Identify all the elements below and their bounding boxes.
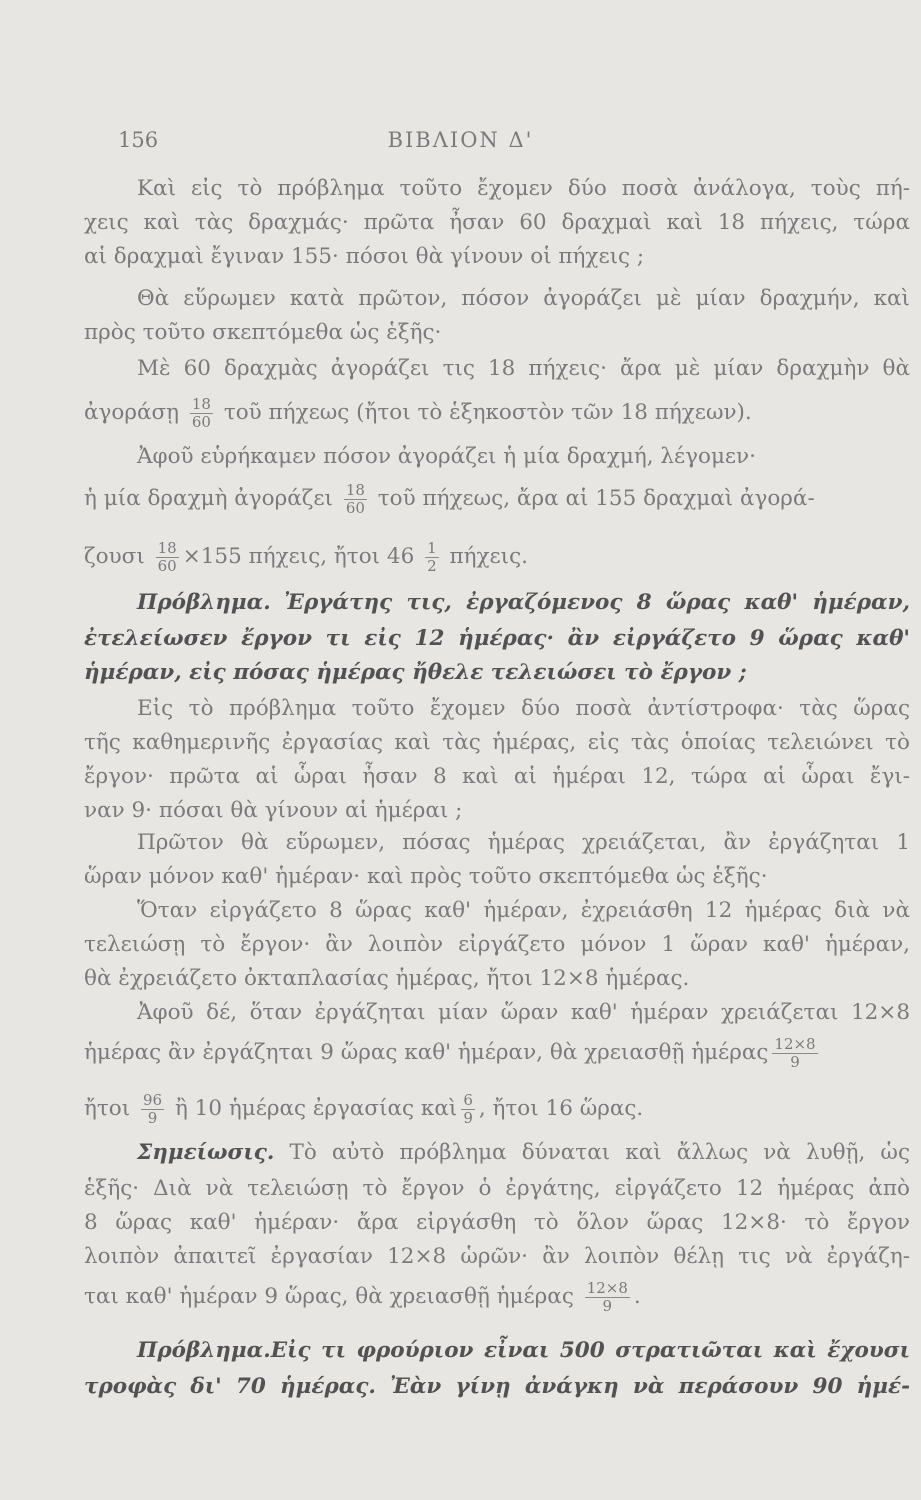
text-run: ×155 πήχεις, ἤτοι 46 — [182, 544, 415, 569]
page-number: 156 — [118, 128, 159, 152]
text-run: πήχεις. — [449, 544, 528, 569]
text-line: ναν 9· πόσαι θὰ γίνουν αἱ ἡμέραι ; — [84, 798, 463, 823]
fraction-numerator: 18 — [157, 538, 177, 557]
text-run: ἡμέρας ἂν ἐργάζηται 9 ὥρας καθ' ἡμέραν, θὰ χρειασθῇ ἡμέρας — [84, 1040, 769, 1065]
fraction-denominator: 9 — [463, 1108, 473, 1127]
problem-text-line: ἡμέραν, εἰς πόσας ἡμέρας ἤθελε τελειώσει τὸ ἔργον ; — [84, 660, 747, 685]
fraction — [585, 1280, 630, 1315]
fraction-denominator: 9 — [147, 1108, 158, 1127]
fraction — [772, 1036, 817, 1071]
fraction — [344, 482, 367, 517]
fraction — [156, 540, 179, 575]
note-heading-line — [84, 1136, 910, 1170]
fraction-denominator: 2 — [427, 556, 437, 575]
text-run: Τὸ αὐτὸ πρόβλημα δύναται καὶ ἄλλως νὰ λυθῇ, ὡς — [289, 1140, 910, 1165]
fraction-denominator: 60 — [191, 412, 211, 431]
text-run: ται καθ' ἡμέραν 9 ὥρας, θὰ χρειασθῇ ἡμέρας — [84, 1284, 574, 1309]
text-line: 8 ὥρας καθ' ἡμέραν· ἄρα εἰργάσθη τὸ ὅλον ὥρας 12×8· τὸ ἔργον — [84, 1210, 910, 1235]
text-line — [84, 1088, 910, 1130]
problem-label: Πρόβλημα. — [137, 590, 271, 615]
text-line: Θὰ εὕρωμεν κατὰ πρῶτον, πόσον ἀγοράζει μὲ μίαν δραχμήν, καὶ — [137, 286, 910, 311]
fraction-numerator: 18 — [345, 480, 365, 499]
page-header — [0, 128, 921, 158]
text-line: πρὸς τοῦτο σκεπτόμεθα ὡς ἑξῆς· — [84, 320, 442, 345]
fraction-denominator: 9 — [602, 1296, 613, 1315]
problem-label: Πρόβλημα. — [137, 1338, 271, 1363]
text-line: Ἀφοῦ εὑρήκαμεν πόσον ἀγοράζει ἡ μία δραχμή, λέγομεν· — [137, 444, 756, 469]
fraction-numerator: 18 — [191, 394, 211, 413]
text-line — [84, 1032, 910, 1074]
text-line: Καὶ εἰς τὸ πρόβλημα τοῦτο ἔχομεν δύο ποσὰ ἀνάλογα, τοὺς πή- — [137, 176, 910, 201]
text-line: αἱ δραχμαὶ ἔγιναν 155· πόσοι θὰ γίνουν οἱ πήχεις ; — [84, 244, 645, 269]
problem-text: Ἐργάτης τις, ἐργαζόμενος 8 ὥρας καθ' ἡμέραν, — [284, 590, 910, 615]
text-line: ἑξῆς· Διὰ νὰ τελειώσῃ τὸ ἔργον ὁ ἐργάτης, εἰργάζετο 12 ἡμέρας ἀπὸ — [84, 1176, 910, 1201]
text-line: Μὲ 60 δραχμὰς ἀγοράζει τις 18 πήχεις· ἄρα μὲ μίαν δραχμὴν θὰ — [137, 356, 910, 381]
running-head: ΒΙΒΛΙΟΝ Δ' — [387, 128, 534, 152]
problem-text: Εἰς τι φρούριον εἶναι 500 στρατιῶται καὶ ἔχουσι — [270, 1338, 910, 1363]
text-run: ζουσι — [84, 544, 145, 569]
text-line: ὥραν μόνον καθ' ἡμέραν· καὶ πρὸς τοῦτο σκεπτόμεθα ὡς ἑξῆς· — [84, 864, 768, 889]
problem-heading-line — [84, 586, 910, 620]
text-line: λοιπὸν ἀπαιτεῖ ἐργασίαν 12×8 ὡρῶν· ἂν λοιπὸν θέλῃ τις νὰ ἐργάζη- — [84, 1244, 910, 1269]
fraction-denominator: 9 — [790, 1052, 800, 1071]
fraction — [141, 1092, 164, 1127]
problem-text-line: ἐτελείωσεν ἔργον τι εἰς 12 ἡμέρας· ἂν εἰργάζετο 9 ὥρας καθ' — [84, 626, 910, 651]
text-line: τῆς καθημερινῆς ἐργασίας καὶ τὰς ἡμέρας, εἰς τὰς ὁποίας τελειώνει τὸ — [84, 730, 910, 755]
text-line — [84, 536, 910, 578]
text-line: Ὅταν εἰργάζετο 8 ὥρας καθ' ἡμέραν, ἐχρειάσθη 12 ἡμέρας διὰ νὰ — [137, 898, 910, 923]
text-line: Ἀφοῦ δέ, ὅταν ἐργάζηται μίαν ὥραν καθ' ἡμέραν χρειάζεται 12×8 — [137, 1000, 910, 1025]
fraction-numerator: 12×8 — [586, 1278, 628, 1297]
text-run: τοῦ πήχεως (ἤτοι τὸ ἑξηκοστὸν τῶν 18 πήχεων). — [223, 400, 752, 425]
text-run: , ἤτοι 16 ὥρας. — [478, 1096, 644, 1121]
fraction-numerator: 6 — [463, 1090, 473, 1109]
text-line: Πρῶτον θὰ εὕρωμεν, πόσας ἡμέρας χρειάζεται, ἂν ἐργάζηται 1 — [137, 830, 910, 855]
text-run: ἢ 10 ἡμέρας ἐργασίας καὶ — [174, 1096, 458, 1121]
text-line — [84, 392, 910, 434]
text-run: ἤτοι — [84, 1096, 131, 1121]
fraction-denominator: 60 — [345, 498, 365, 517]
text-line: θὰ ἐχρειάζετο ὀκταπλασίας ἡμέρας, ἤτοι 12×8 ἡμέρας. — [84, 966, 690, 991]
text-line: τελειώσῃ τὸ ἔργον· ἂν λοιπὸν εἰργάζετο μόνον 1 ὥραν καθ' ἡμέραν, — [84, 932, 910, 957]
text-line: ἔργον· πρῶτα αἱ ὧραι ἦσαν 8 καὶ αἱ ἡμέραι 12, τώρα αἱ ὧραι ἔγι- — [84, 764, 910, 789]
fraction — [190, 396, 213, 431]
fraction-numerator: 96 — [143, 1090, 163, 1109]
text-run: ἡ μία δραχμὴ ἀγοράζει — [84, 486, 333, 511]
text-line: χεις καὶ τὰς δραχμάς· πρῶτα ἦσαν 60 δραχμαὶ καὶ 18 πήχεις, τώρα — [84, 210, 910, 235]
problem-heading-line — [84, 1334, 910, 1368]
fraction-numerator: 12×8 — [774, 1034, 816, 1053]
text-run: τοῦ πήχεως, ἄρα αἱ 155 δραχμαὶ ἀγορά- — [377, 486, 815, 511]
text-line — [84, 478, 910, 520]
fraction — [425, 540, 439, 575]
text-run: ἀγοράσῃ — [84, 400, 180, 425]
fraction — [461, 1092, 475, 1127]
fraction-denominator: 60 — [157, 556, 177, 575]
text-line — [84, 1276, 910, 1318]
problem-text-line: τροφὰς δι' 70 ἡμέρας. Ἐὰν γίνῃ ἀνάγκη νὰ περάσουν 90 ἡμέ- — [84, 1374, 910, 1399]
note-label: Σημείωσις. — [137, 1140, 275, 1165]
text-run: . — [633, 1284, 641, 1309]
text-line: Εἰς τὸ πρόβλημα τοῦτο ἔχομεν δύο ποσὰ ἀντίστροφα· τὰς ὥρας — [137, 696, 910, 721]
fraction-numerator: 1 — [427, 538, 437, 557]
